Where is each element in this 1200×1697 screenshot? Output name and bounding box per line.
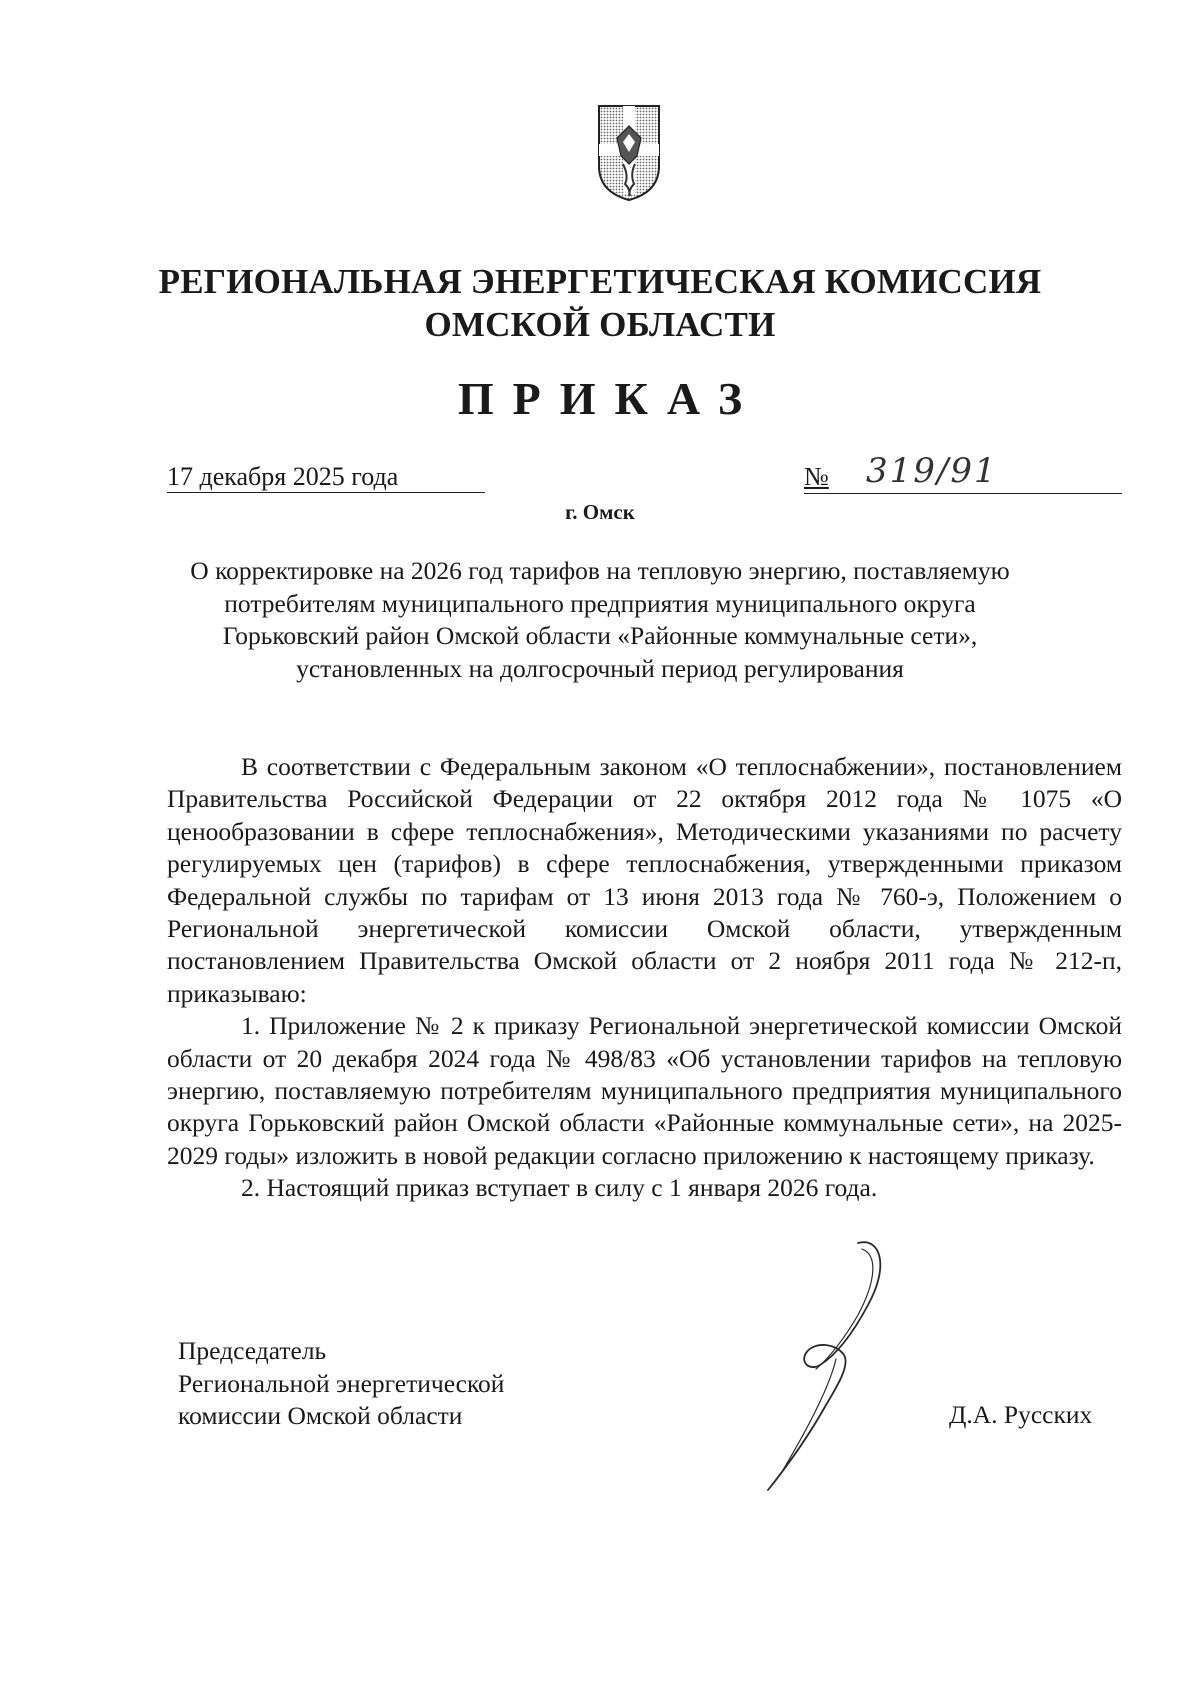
signer-name: Д.А. Русских [949,1400,1093,1429]
document-number-field [804,451,1122,494]
coat-of-arms-icon [597,104,661,202]
organization-name-line1: РЕГИОНАЛЬНАЯ ЭНЕРГЕТИЧЕСКАЯ КОМИССИЯ [158,262,1042,301]
handwritten-number [862,444,998,494]
signatory-title [178,1335,504,1433]
body-paragraph-preamble: В соответствии с Федеральным законом «О теплоснабжении», постановлением Правительства Российской Федерации от 22 октября 2012 года № 1075 «О ценообразовании в сфере теплоснабжения», Методическими указаниями по расчету регулируемых цен (тарифов) в сфере теплоснабжения, утвержденными приказом Федеральной службы по тарифам от 13 июня 2013 года № 760-э, Положением о Региональной энергетической комиссии Омской области, утвержденным постановлением Правительства Омской области от 2 ноября 2011 года № 212-п, приказываю: [167,752,1122,1008]
document-body [167,751,1122,1205]
organization-name-line2: ОМСКОЙ ОБЛАСТИ [424,305,776,344]
handwritten-number-text: 319/91 [866,451,998,491]
number-sign: № [804,462,829,491]
document-type-title: ПРИКАЗ [457,373,762,424]
signatory-title-line1: Председатель [178,1336,327,1365]
document-subject: О корректировке на 2026 год тарифов на тепловую энергию, поставляемую потребителям муниципального предприятия муниципального округа Горьковский район Омской области «Районные коммунальные сети», установленных на долгосрочный период регулирования [190,556,1010,683]
handwritten-signature-icon [740,1235,900,1495]
signatory-title-line2: Региональной энергетической [178,1368,505,1398]
document-date: 17 декабря 2025 года [167,462,485,493]
signatory-title-line3: комиссии Омской области [178,1401,463,1430]
body-paragraph-item-2: 2. Настоящий приказ вступает в силу с 1 января 2026 года. [241,1173,878,1203]
city-name: г. Омск [565,500,635,524]
body-paragraph-item-1: 1. Приложение № 2 к приказу Региональной энергетической комиссии Омской области от 20 декабря 2024 года № 498/83 «Об установлении тарифов на тепловую энергию, поставляемую потребителям муниципального предприятия муниципального округа Горьковский район Омской области «Районные коммунальные сети», на 2025-2029 годы» изложить в новой редакции согласно приложению к настоящему приказу. [167,1011,1122,1170]
